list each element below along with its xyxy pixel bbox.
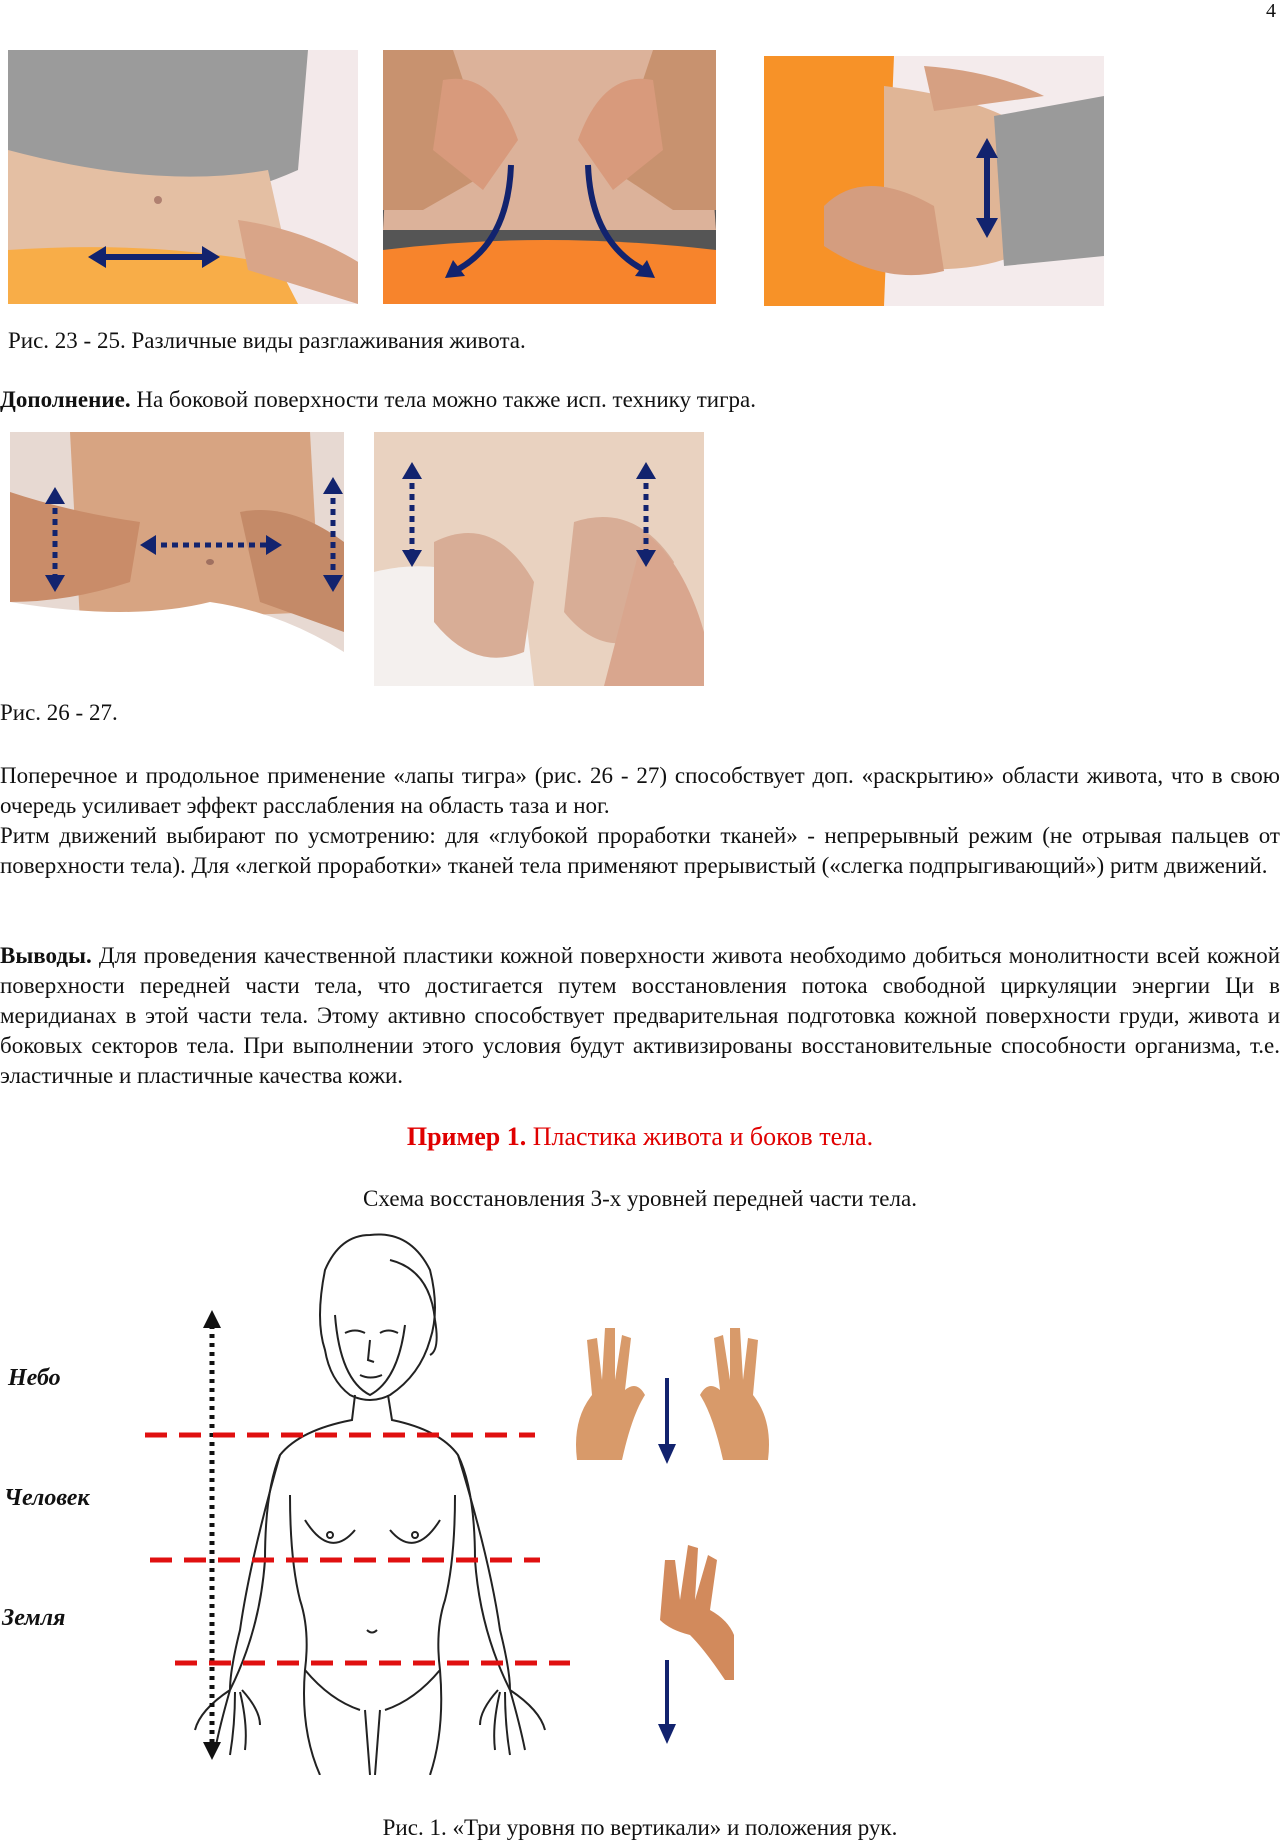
paragraph-tiger-paw <box>0 761 1280 881</box>
body-figure-diagram <box>130 1230 610 1775</box>
photo-27-tiger-paw <box>374 432 704 686</box>
photo-25-belly-smoothing <box>764 56 1104 306</box>
down-arrow-1 <box>655 1378 679 1464</box>
conclusions-paragraph <box>0 941 1280 1091</box>
hand-photo-left <box>567 1320 647 1462</box>
caption-fig-26-27: Рис. 26 - 27. <box>0 700 118 725</box>
body-outline <box>195 1234 545 1775</box>
level-label-human: Человек <box>4 1485 90 1511</box>
photo-23-belly-smoothing <box>8 50 358 304</box>
caption-fig-23-25: Рис. 23 - 25. Различные виды разглаживания живота. <box>8 328 526 353</box>
level-dividers <box>145 1435 570 1663</box>
conclusions-label: Выводы. <box>0 943 92 968</box>
addition-text: На боковой поверхности тела можно также исп. технику тигра. <box>130 387 756 412</box>
down-arrow-2 <box>655 1660 679 1744</box>
page-number: 4 <box>1266 0 1276 22</box>
photo-24-belly-smoothing <box>383 50 716 304</box>
scheme-title: Схема восстановления 3-х уровней передней части тела. <box>363 1186 917 1211</box>
hand-photo-right <box>690 1320 778 1462</box>
example-title: Пластика живота и боков тела. <box>526 1122 874 1151</box>
figure-caption: Рис. 1. «Три уровня по вертикали» и положения рук. <box>382 1815 898 1840</box>
photo-26-tiger-paw <box>10 432 344 686</box>
example-heading <box>0 1122 1280 1152</box>
vertical-dotted-arrow <box>203 1310 221 1760</box>
paragraph-line-1: Поперечное и продольное применение «лапы тигра» (рис. 26 - 27) способствует доп. «раскрытию» области живота, что в свою очередь усиливает эффект расслабления на область таза и ног. <box>0 763 1280 818</box>
conclusions-text: Для проведения качественной пластики кожной поверхности живота необходимо добиться монолитности всей кожной поверхности передней части тела, что достигается путем восстановления потока свободной циркуляции энергии Ци в меридианах в этой части тела. Этому активно способствует предварительная подготовка кожной поверхности груди, живота и боковых секторов тела. При выполнении этого условия будут активизированы восстановительные способности организма, т.е. эластичные и пластичные качества кожи. <box>0 943 1280 1088</box>
level-label-sky: Небо <box>8 1365 61 1391</box>
example-label: Пример 1. <box>406 1122 527 1151</box>
level-label-earth: Земля <box>2 1605 66 1631</box>
addition-line <box>0 387 756 413</box>
paragraph-line-2: Ритм движений выбирают по усмотрению: для «глубокой проработки тканей» - непрерывный режим (не отрывая пальцев от поверхности тела). Для «легкой проработки» тканей тела применяют прерывистый («слегка подпрыгивающий») ритм движений. <box>0 823 1280 878</box>
addition-label: Дополнение. <box>0 387 131 412</box>
